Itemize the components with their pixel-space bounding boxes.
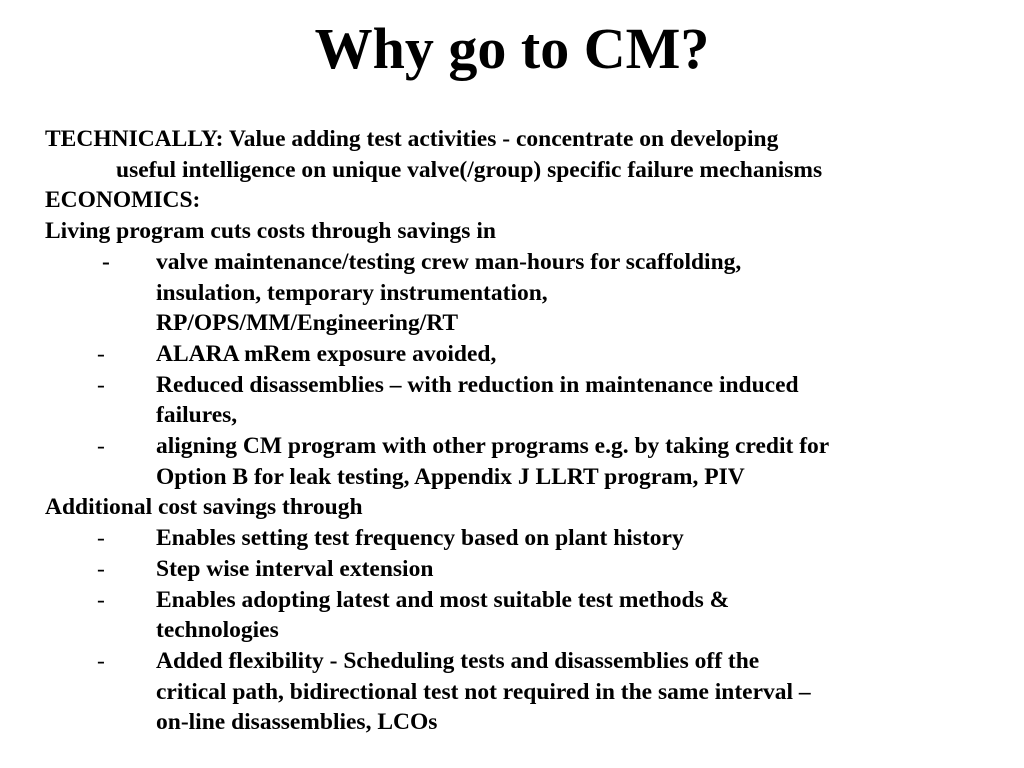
bullet-line: critical path, bidirectional test not required in the same interval – — [156, 678, 811, 705]
bullet-line: aligning CM program with other programs e.g. by taking credit for — [156, 433, 830, 460]
bullet-item — [45, 431, 1005, 492]
bullet-line: on-line disassemblies, LCOs — [156, 709, 438, 736]
bullet-line: failures, — [156, 402, 238, 429]
bullet-line: Step wise interval extension — [156, 555, 434, 582]
bullet-line: Option B for leak testing, Appendix J LLRT program, PIV — [156, 463, 745, 490]
bullet-line: valve maintenance/testing crew man-hours for scaffolding, — [156, 248, 742, 275]
bullet-item — [45, 339, 1005, 370]
bullet-item — [45, 370, 1005, 431]
bullet-text — [156, 339, 1005, 370]
bullet-dash: - — [97, 433, 105, 460]
bullet-line: insulation, temporary instrumentation, — [156, 279, 548, 306]
bullet-dash: - — [97, 586, 105, 613]
bullet-dash: - — [102, 248, 110, 275]
bullet-text — [156, 370, 1005, 431]
bullet-text — [156, 554, 1005, 585]
slide-body — [45, 124, 1005, 738]
bullet-item — [45, 554, 1005, 585]
slide-title: Why go to CM? — [314, 16, 710, 81]
bullet-text — [156, 646, 1005, 738]
additional-heading: Additional cost savings through — [45, 494, 363, 521]
bullet-text — [156, 247, 1005, 339]
bullet-dash: - — [97, 647, 105, 674]
bullet-text — [156, 431, 1005, 492]
economics-heading: ECONOMICS: — [45, 187, 201, 214]
bullet-dash: - — [97, 371, 105, 398]
bullet-line: RP/OPS/MM/Engineering/RT — [156, 310, 459, 337]
bullet-dash: - — [97, 555, 105, 582]
bullet-line: Enables setting test frequency based on plant history — [156, 525, 684, 552]
bullet-text — [156, 523, 1005, 554]
bullet-line: Reduced disassemblies – with reduction in maintenance induced — [156, 371, 799, 398]
bullet-line: ALARA mRem exposure avoided, — [156, 340, 497, 367]
technically-line-2: useful intelligence on unique valve(/group) specific failure mechanisms — [116, 156, 823, 183]
bullet-item — [45, 247, 1005, 339]
bullet-line: Enables adopting latest and most suitable test methods & — [156, 586, 730, 613]
bullet-item — [45, 523, 1005, 554]
bullet-item — [45, 646, 1005, 738]
bullet-dash: - — [97, 525, 105, 552]
technically-line-1: TECHNICALLY: Value adding test activities - concentrate on developing — [45, 126, 779, 152]
bullet-item — [45, 585, 1005, 646]
bullet-line: technologies — [156, 617, 279, 644]
bullet-dash: - — [97, 340, 105, 367]
bullet-text — [156, 585, 1005, 646]
bullet-line: Added flexibility - Scheduling tests and disassemblies off the — [156, 647, 760, 674]
living-program-heading: Living program cuts costs through savings in — [45, 218, 496, 245]
